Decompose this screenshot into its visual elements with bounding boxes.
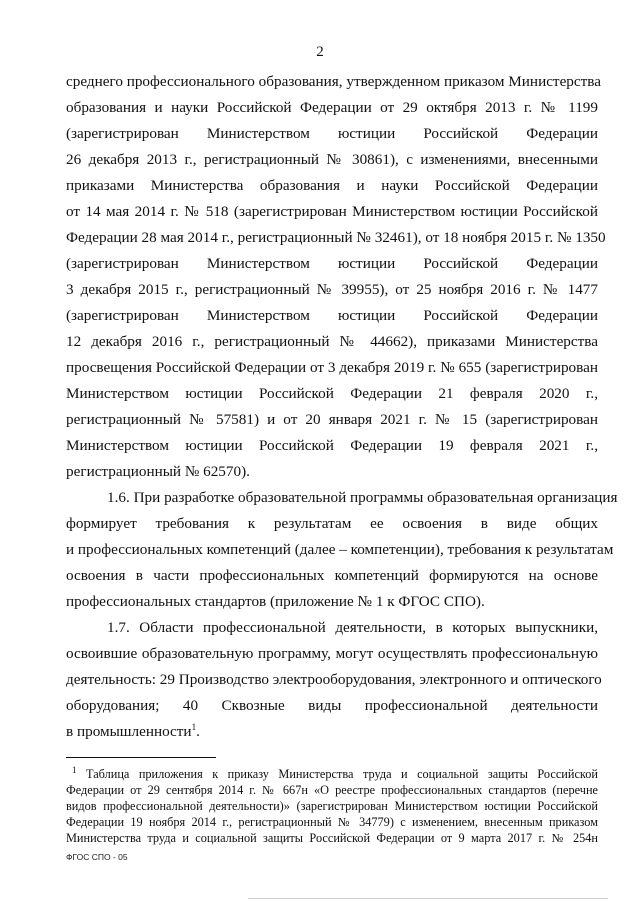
scan-edge-mark xyxy=(248,898,608,899)
body-line: и профессиональных компетенций (далее – компетенции), требования к результатам xyxy=(66,541,614,558)
body-line: приказами Министерства образования и науки Российской Федерации xyxy=(66,177,598,194)
body-line: (зарегистрирован Министерством юстиции Российской Федерации xyxy=(66,255,598,272)
footnote-line: Федерации 19 ноября 2014 г., регистрационный № 34779) с изменением, внесенным приказом xyxy=(66,815,598,829)
body-line: от 14 мая 2014 г. № 518 (зарегистрирован Министерством юстиции Российской xyxy=(66,203,598,220)
body-line: Министерством юстиции Российской Федерации 21 февраля 2020 г., xyxy=(66,385,598,402)
body-line: оборудования; 40 Сквозные виды профессиональной деятельности xyxy=(66,697,598,714)
body-line: профессиональных стандартов (приложение № 1 к ФГОС СПО). xyxy=(66,593,485,610)
footnote-line-text: Таблица приложения к приказу Министерства труда и социальной защиты Российской xyxy=(85,767,599,781)
body-line: освоения в части профессиональных компетенций формируются на основе xyxy=(66,567,598,584)
body-line: Министерством юстиции Российской Федерации 19 февраля 2021 г., xyxy=(66,437,598,454)
paragraph-1-6-heading-line: 1.6. При разработке образовательной программы образовательная организация xyxy=(107,489,618,506)
paragraph-1-7-heading-line: 1.7. Области профессиональной деятельности, в которых выпускники, xyxy=(107,619,598,636)
body-line: деятельность: 29 Производство электрооборудования, электронного и оптического xyxy=(66,671,602,688)
footnote-separator xyxy=(66,757,216,758)
footnote-line xyxy=(72,766,598,782)
footnote-line: видов профессиональной деятельности)» (зарегистрирован Министерством юстиции Российской xyxy=(66,799,598,813)
footnote-reference: 1 xyxy=(191,721,197,732)
page-number: 2 xyxy=(316,44,324,60)
body-line: (зарегистрирован Министерством юстиции Российской Федерации xyxy=(66,307,598,324)
footnote-line: Федерации от 29 сентября 2014 г. № 667н «О реестре профессиональных стандартов (перечне xyxy=(66,783,598,797)
body-line: (зарегистрирован Министерством юстиции Российской Федерации xyxy=(66,125,598,142)
body-line: 12 декабря 2016 г., регистрационный № 44662), приказами Министерства xyxy=(66,333,598,350)
body-line: 26 декабря 2013 г., регистрационный № 30861), с изменениями, внесенными xyxy=(66,151,598,168)
body-line: формирует требования к результатам ее освоения в виде общих xyxy=(66,515,598,532)
body-line: освоившие образовательную программу, могут осуществлять профессиональную xyxy=(66,645,598,662)
footer-document-code: ФГОС СПО - 05 xyxy=(66,852,128,862)
footnote-marker: 1 xyxy=(72,764,77,775)
body-line: среднего профессионального образования, утвержденном приказом Министерства xyxy=(66,73,601,90)
body-line: просвещения Российской Федерации от 3 декабря 2019 г. № 655 (зарегистрирован xyxy=(66,359,598,376)
body-line-end-period: . xyxy=(196,723,200,740)
body-line: регистрационный № 62570). xyxy=(66,463,250,480)
body-line: 3 декабря 2015 г., регистрационный № 39955), от 25 ноября 2016 г. № 1477 xyxy=(66,281,598,298)
footnote-line: Министерства труда и социальной защиты Российской Федерации от 9 марта 2017 г. № 254н xyxy=(66,831,598,845)
body-line-with-footnote-ref xyxy=(66,722,200,742)
body-line: Федерации 28 мая 2014 г., регистрационный № 32461), от 18 ноября 2015 г. № 1350 xyxy=(66,229,606,246)
body-line-text: в промышленности xyxy=(66,723,192,740)
body-line: регистрационный № 57581) и от 20 января 2021 г. № 15 (зарегистрирован xyxy=(66,411,598,428)
body-line: образования и науки Российской Федерации от 29 октября 2013 г. № 1199 xyxy=(66,99,598,116)
